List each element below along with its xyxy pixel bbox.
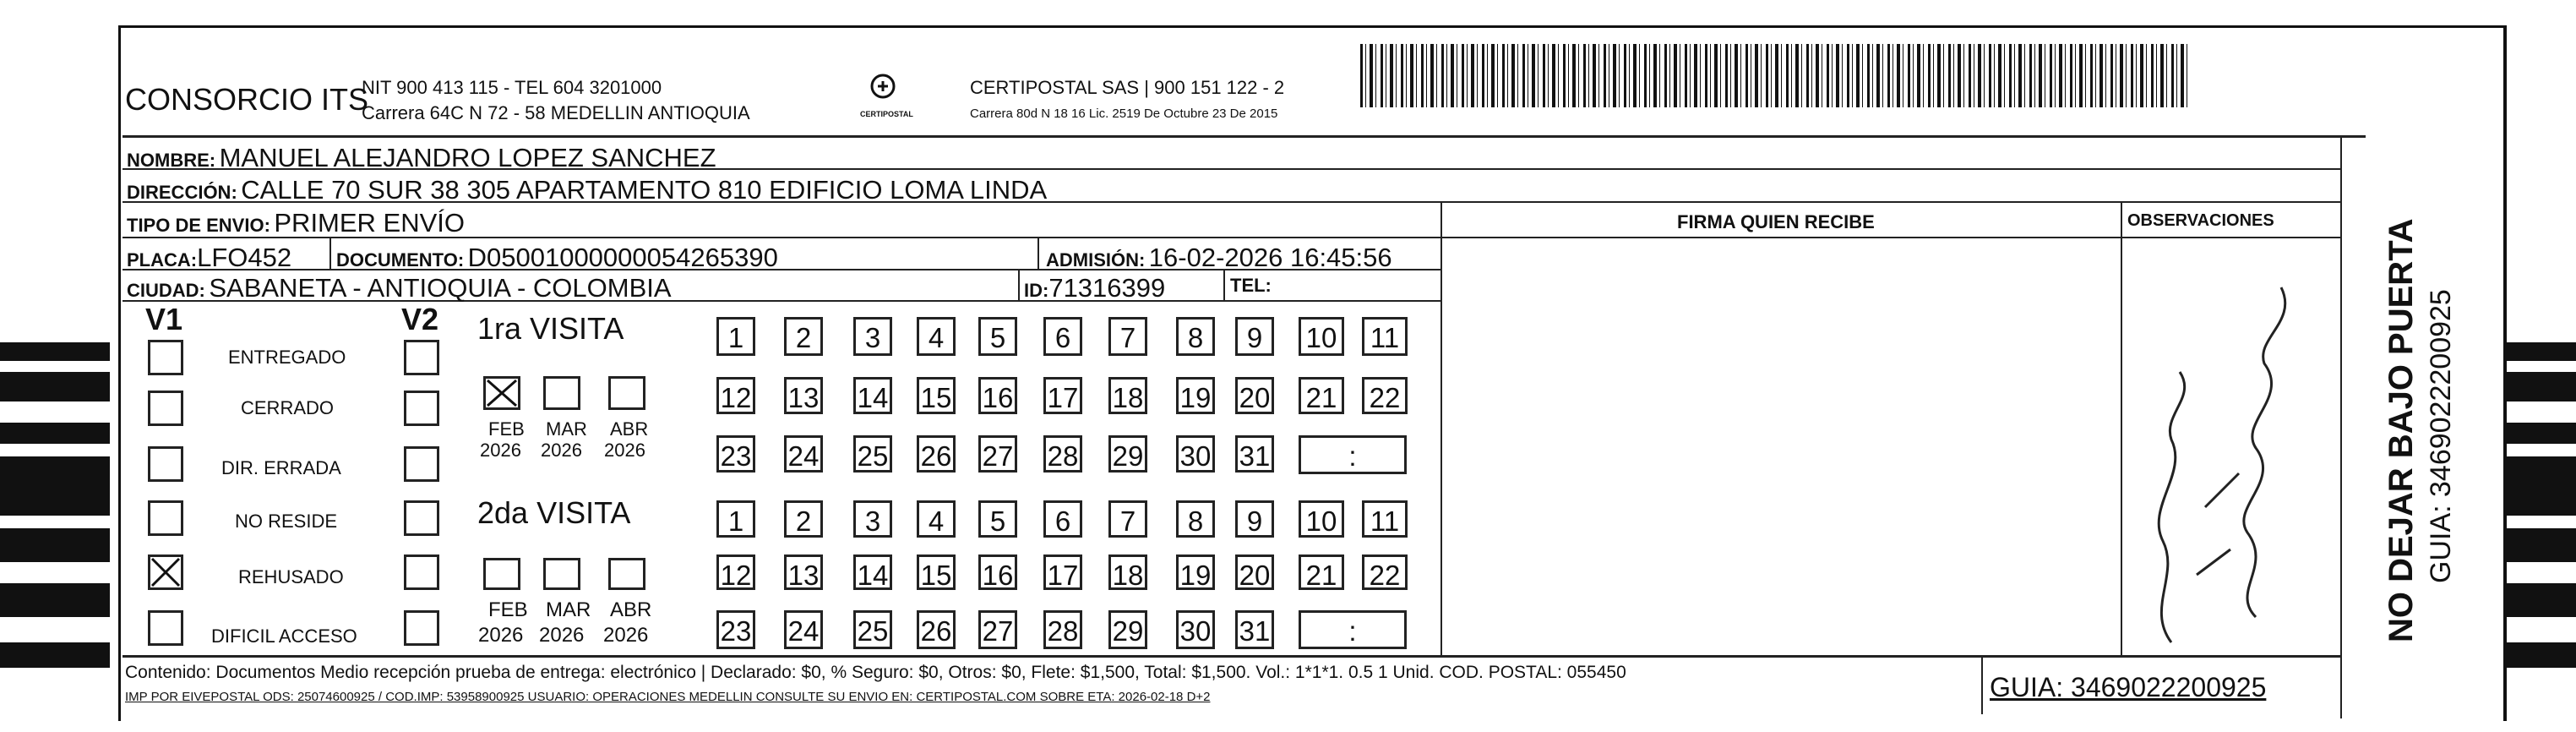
scan-artifact: [0, 423, 110, 444]
first-visit-day-box[interactable]: 11: [1362, 317, 1408, 356]
v2-checkbox-no-reside[interactable]: [404, 500, 439, 536]
year-feb-2: 2026: [478, 624, 524, 647]
year-feb-1: 2026: [480, 440, 521, 461]
second-visit-day-box[interactable]: 4: [917, 500, 956, 538]
tel-label: TEL:: [1230, 275, 1272, 296]
year-mar-2: 2026: [539, 624, 585, 647]
scan-artifact: [0, 372, 110, 402]
divider: [1223, 269, 1225, 300]
first-visit-day-box[interactable]: 6: [1043, 317, 1082, 356]
scan-artifact: [2505, 423, 2576, 444]
v1-checkbox-dir-errada[interactable]: [148, 446, 183, 482]
divider: [123, 135, 2366, 138]
month-box-mar-2[interactable]: [543, 558, 580, 590]
footer-contenido: Contenido: Documentos Medio recepción prueba de entrega: electrónico | Declarado: $0, % Seguro: $0, Otros: $0, Flete: $1,500, Total: $1,500. Vol.: 1*1*1. 0.5 1 Unid. COD. POSTAL: 055450: [125, 663, 1626, 682]
second-visit-day-box[interactable]: 25: [853, 610, 892, 649]
nombre-label: NOMBRE:: [127, 150, 216, 171]
first-visit-day-box[interactable]: 22: [1362, 377, 1408, 414]
first-visit-day-box[interactable]: 21: [1299, 377, 1344, 414]
scan-artifact: [2505, 372, 2576, 402]
v2-checkbox-dir-errada[interactable]: [404, 446, 439, 482]
month-box-abr-2[interactable]: [608, 558, 645, 590]
first-visit-day-box[interactable]: 16: [978, 377, 1017, 414]
check-mark-icon: [150, 557, 181, 587]
id-label: ID:: [1024, 280, 1049, 301]
year-mar-1: 2026: [541, 440, 582, 461]
v1-checkbox-rehusado[interactable]: [148, 554, 183, 590]
divider: [1037, 237, 1039, 269]
courier-name: CERTIPOSTAL SAS | 900 151 122 - 2: [970, 77, 1285, 98]
status-cerrado: CERRADO: [241, 397, 335, 418]
scan-artifact: [0, 456, 110, 516]
first-visit-day-box[interactable]: 13: [784, 377, 823, 414]
first-visit-day-box[interactable]: 3: [853, 317, 892, 356]
month-box-feb-1[interactable]: [483, 376, 520, 410]
observaciones-label: OBSERVACIONES: [2127, 211, 2274, 230]
divider: [2340, 135, 2342, 718]
footer-imp: IMP POR EIVEPOSTAL ODS: 25074600925 / COD.IMP: 53958900925 USUARIO: OPERACIONES MEDELLIN CONSULTE SU ENVIO EN: CERTIPOSTAL.COM SOBRE ETA: 2026-02-18 D+2: [125, 690, 1211, 704]
first-visit-day-box[interactable]: 7: [1108, 317, 1147, 356]
second-visit-day-box[interactable]: 30: [1176, 610, 1215, 649]
v2-label: V2: [401, 302, 439, 336]
scan-artifact: [2505, 528, 2576, 562]
v2-checkbox-rehusado[interactable]: [404, 554, 439, 590]
second-visit-day-box[interactable]: 26: [917, 610, 956, 649]
month-abr-1: ABR: [610, 418, 649, 440]
second-visit-time-box[interactable]: :: [1299, 610, 1407, 649]
direccion-label: DIRECCIÓN:: [127, 182, 237, 203]
divider: [329, 237, 331, 269]
month-feb-2: FEB: [488, 598, 528, 621]
second-visit-day-box[interactable]: 11: [1362, 500, 1408, 538]
month-feb-1: FEB: [488, 418, 525, 440]
v1-checkbox-entregado[interactable]: [148, 340, 183, 375]
first-visit-day-box[interactable]: 30: [1176, 435, 1215, 473]
admision-value: 16-02-2026 16:45:56: [1148, 243, 1392, 272]
scan-artifact: [0, 642, 110, 668]
company-address: Carrera 64C N 72 - 58 MEDELLIN ANTIOQUIA: [362, 102, 750, 123]
first-visit-day-box[interactable]: 29: [1108, 435, 1147, 473]
handwritten-signature: [2129, 254, 2332, 651]
first-visit-day-box[interactable]: 18: [1108, 377, 1147, 414]
first-visit-day-box[interactable]: 24: [784, 435, 823, 473]
v1-checkbox-dificil-acceso[interactable]: [148, 610, 183, 646]
second-visit-day-box[interactable]: 14: [853, 554, 892, 590]
v1-label: V1: [145, 302, 183, 336]
direccion-value: CALLE 70 SUR 38 305 APARTAMENTO 810 EDIFICIO LOMA LINDA: [241, 175, 1048, 205]
first-visit-day-box[interactable]: 19: [1176, 377, 1215, 414]
v2-checkbox-cerrado[interactable]: [404, 391, 439, 426]
second-visit-title: 2da VISITA: [477, 495, 631, 530]
second-visit-day-box[interactable]: 29: [1108, 610, 1147, 649]
status-no-reside: NO RESIDE: [235, 511, 338, 532]
first-visit-day-box[interactable]: 26: [917, 435, 956, 473]
first-visit-day-box[interactable]: 20: [1235, 377, 1274, 414]
status-dificil-acceso: DIFICIL ACCESO: [211, 625, 357, 647]
month-box-abr-1[interactable]: [608, 376, 645, 410]
logo-text: CERTIPOSTAL: [860, 110, 913, 118]
second-visit-day-box[interactable]: 7: [1108, 500, 1147, 538]
scan-artifact: [0, 342, 110, 361]
second-visit-day-box[interactable]: 8: [1176, 500, 1215, 538]
second-visit-day-box[interactable]: 15: [917, 554, 956, 590]
v2-checkbox-entregado[interactable]: [404, 340, 439, 375]
first-visit-day-box[interactable]: 8: [1176, 317, 1215, 356]
company-nit: NIT 900 413 115 - TEL 604 3201000: [362, 77, 662, 98]
scan-artifact: [2505, 456, 2576, 516]
first-visit-day-box[interactable]: 27: [978, 435, 1017, 473]
second-visit-day-box[interactable]: 17: [1043, 554, 1082, 590]
second-visit-day-box[interactable]: 5: [978, 500, 1017, 538]
scan-artifact: [0, 528, 110, 562]
first-visit-day-box[interactable]: 2: [784, 317, 823, 356]
documento-label: DOCUMENTO:: [336, 249, 465, 270]
no-dejar-warning: NO DEJAR BAJO PUERTA: [2383, 218, 2420, 642]
second-visit-day-box[interactable]: 10: [1299, 500, 1344, 538]
divider: [1440, 201, 1442, 655]
scan-artifact: [2505, 642, 2576, 668]
second-visit-day-box[interactable]: 24: [784, 610, 823, 649]
second-visit-day-box[interactable]: 18: [1108, 554, 1147, 590]
id-value: 71316399: [1048, 273, 1166, 303]
v1-checkbox-no-reside[interactable]: [148, 500, 183, 536]
certipostal-logo: [862, 73, 904, 108]
second-visit-day-box[interactable]: 19: [1176, 554, 1215, 590]
first-visit-day-box[interactable]: 31: [1235, 435, 1274, 473]
month-abr-2: ABR: [610, 598, 652, 621]
month-mar-2: MAR: [546, 598, 591, 621]
first-visit-day-box[interactable]: 17: [1043, 377, 1082, 414]
divider: [1018, 269, 1020, 300]
second-visit-day-box[interactable]: 9: [1235, 500, 1274, 538]
second-visit-day-box[interactable]: 28: [1043, 610, 1082, 649]
second-visit-day-box[interactable]: 27: [978, 610, 1017, 649]
company-name: CONSORCIO ITS: [125, 82, 369, 117]
second-visit-day-box[interactable]: 22: [1362, 554, 1408, 590]
second-visit-day-box[interactable]: 23: [716, 610, 755, 649]
status-dir-errada: DIR. ERRADA: [221, 457, 341, 478]
month-mar-1: MAR: [546, 418, 587, 440]
check-mark-icon: [486, 379, 518, 407]
second-visit-day-box[interactable]: 12: [716, 554, 755, 590]
second-visit-day-box[interactable]: 31: [1235, 610, 1274, 649]
second-visit-day-box[interactable]: 1: [716, 500, 755, 538]
month-box-feb-2[interactable]: [483, 558, 520, 590]
first-visit-day-box[interactable]: 10: [1299, 317, 1344, 356]
month-box-mar-1[interactable]: [543, 376, 580, 410]
first-visit-day-box[interactable]: 23: [716, 435, 755, 473]
second-visit-day-box[interactable]: 20: [1235, 554, 1274, 590]
divider: [123, 655, 2340, 658]
tipo-envio-value: PRIMER ENVÍO: [274, 208, 466, 238]
tipo-envio-label: TIPO DE ENVIO:: [127, 215, 270, 236]
nombre-value: MANUEL ALEJANDRO LOPEZ SANCHEZ: [219, 143, 716, 172]
first-visit-day-box[interactable]: 4: [917, 317, 956, 356]
second-visit-day-box[interactable]: 13: [784, 554, 823, 590]
first-visit-day-box[interactable]: 14: [853, 377, 892, 414]
firma-label: FIRMA QUIEN RECIBE: [1677, 211, 1875, 232]
second-visit-day-box[interactable]: 16: [978, 554, 1017, 590]
first-visit-title: 1ra VISITA: [477, 311, 624, 346]
first-visit-day-box[interactable]: 9: [1235, 317, 1274, 356]
ciudad-value: SABANETA - ANTIOQUIA - COLOMBIA: [209, 273, 672, 303]
first-visit-day-box[interactable]: 5: [978, 317, 1017, 356]
first-visit-day-box[interactable]: 25: [853, 435, 892, 473]
footer-guia: GUIA: 3469022200925: [1990, 672, 2267, 702]
v1-checkbox-cerrado[interactable]: [148, 391, 183, 426]
first-visit-day-box[interactable]: 28: [1043, 435, 1082, 473]
placa-label: PLACA:: [127, 249, 198, 270]
second-visit-day-box[interactable]: 21: [1299, 554, 1344, 590]
second-visit-day-box[interactable]: 2: [784, 500, 823, 538]
scan-artifact: [2505, 342, 2576, 361]
second-visit-day-box[interactable]: 6: [1043, 500, 1082, 538]
status-entregado: ENTREGADO: [228, 347, 346, 368]
first-visit-day-box[interactable]: 1: [716, 317, 755, 356]
year-abr-2: 2026: [603, 624, 649, 647]
divider: [2121, 237, 2340, 238]
courier-address: Carrera 80d N 18 16 Lic. 2519 De Octubre 23 De 2015: [970, 107, 1278, 121]
divider: [1981, 655, 1983, 714]
scan-artifact: [0, 583, 110, 617]
first-visit-day-box[interactable]: 12: [716, 377, 755, 414]
second-visit-day-box[interactable]: 3: [853, 500, 892, 538]
admision-label: ADMISIÓN:: [1046, 249, 1146, 270]
ciudad-label: CIUDAD:: [127, 280, 205, 301]
first-visit-day-box[interactable]: 15: [917, 377, 956, 414]
guia-vertical: GUIA: 3469022200925: [2425, 289, 2457, 583]
divider: [2121, 201, 2122, 655]
v2-checkbox-dificil-acceso[interactable]: [404, 610, 439, 646]
barcode: [1360, 44, 2188, 107]
status-rehusado: REHUSADO: [238, 566, 344, 587]
year-abr-1: 2026: [604, 440, 645, 461]
scan-artifact: [2505, 583, 2576, 617]
documento-value: D05001000000054265390: [467, 243, 778, 272]
placa-value: LFO452: [197, 243, 292, 272]
first-visit-time-box[interactable]: :: [1299, 435, 1407, 474]
